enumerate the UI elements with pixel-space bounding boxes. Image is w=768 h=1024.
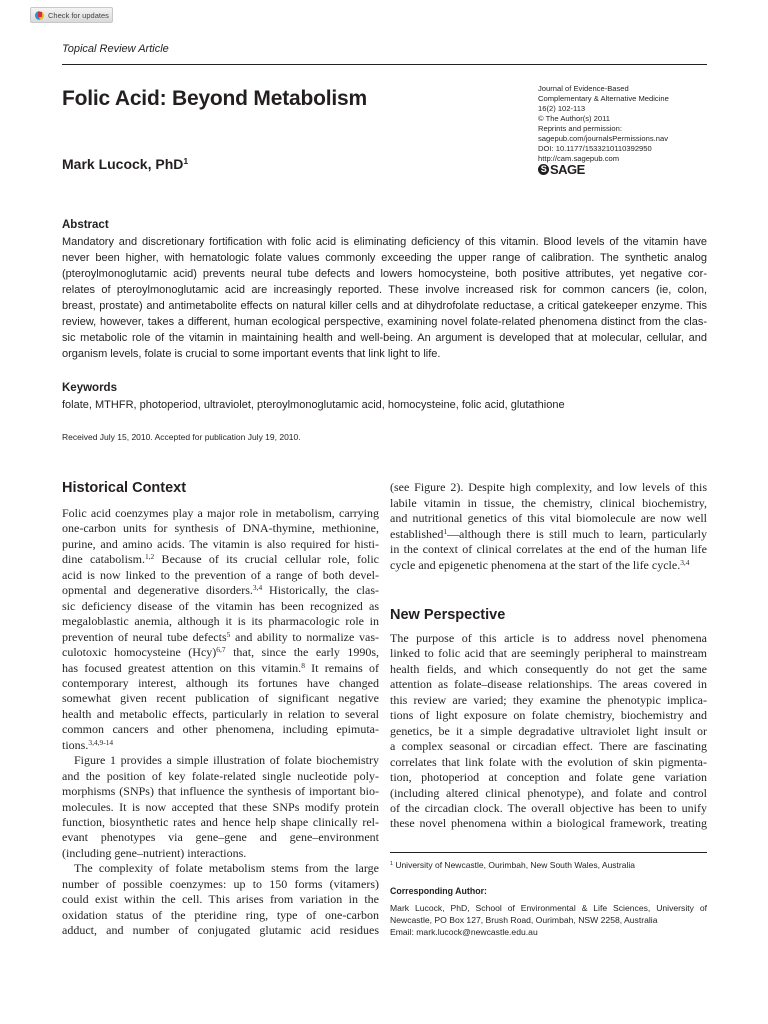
text-line-content [62, 769, 379, 783]
text-run: that, since the early 1990s, [225, 645, 379, 660]
abstract-line [62, 299, 707, 313]
text-line-content [390, 708, 707, 722]
text-run: The purpose of this article is to address novel phenomena [390, 631, 707, 645]
keywords-heading: Keywords [62, 382, 117, 394]
body-text-line [390, 511, 707, 525]
body-text-line [62, 707, 379, 721]
text-line-content [390, 677, 707, 691]
text-line-content [62, 661, 379, 675]
text-line-content [390, 558, 690, 572]
text-run: sagepub.com/journalsPermissions.nav [538, 134, 669, 143]
affiliation-footnote [390, 860, 635, 870]
text-run: breast, prostate) and antimetabolite effects on natural killer cells and at dihydrofolate reductase, a critical gatekeeper enzyme. This [62, 300, 707, 312]
text-run: Figure 1 provides a simple illustration of folate biochemistry [74, 753, 379, 768]
text-run: (see Figure 2). Despite high complexity, and low levels of this [390, 480, 707, 494]
text-line-content [62, 676, 379, 690]
body-text-line [62, 830, 379, 844]
body-text-line [390, 677, 707, 691]
text-run: and ability to normalize vas- [230, 629, 379, 644]
body-text-line [390, 527, 707, 541]
text-line-content [390, 770, 707, 784]
article-title: Folic Acid: Beyond Metabolism [62, 87, 367, 110]
text-line-content [390, 755, 707, 769]
body-text-line [390, 662, 707, 676]
body-text-line [62, 784, 379, 798]
text-line-content [62, 398, 565, 412]
text-run: tions. [62, 737, 89, 752]
citation-superscript: 3,4,9-14 [88, 737, 114, 747]
text-run: oxidation status of the pteridine ring, type of one-carbon [62, 907, 379, 922]
body-text-line [62, 769, 379, 783]
body-text-line [62, 521, 379, 535]
citation-superscript: 5 [226, 629, 231, 639]
text-run: Complementary & Alternative Medicine [538, 94, 669, 103]
body-text-line [62, 676, 379, 690]
text-run: sic metabolic role of the vitamin in maintaining health and well-being. An argument is developed that at molecular, cellular, and [62, 332, 707, 344]
text-run: folate, MTHFR, photoperiod, ultraviolet, pteroylmonoglutamic acid, homocysteine, folic acid, glutathione [62, 399, 565, 411]
text-run: (including gene–nutrient) interactions. [62, 845, 247, 860]
abstract-line [62, 235, 707, 249]
corresponding-author-line [390, 925, 707, 939]
text-run: common cancers and other phenomena, including epimuta- [62, 722, 379, 737]
text-line-content [62, 877, 379, 891]
citation-superscript: 3,4 [680, 557, 690, 567]
text-run: health fields, and which consequently do not get the same [390, 661, 707, 676]
abstract-line [62, 331, 707, 345]
text-line-content [390, 631, 707, 645]
body-text-line [62, 923, 379, 937]
header-rule [62, 64, 707, 65]
text-run: Folic acid coenzymes play a major role in metabolism, carrying [62, 506, 379, 520]
text-run: megaloblastic anemia, although it is its pharmacologic role in [62, 614, 379, 629]
body-text-line [390, 542, 707, 556]
text-run: contemporary interest, although its fortunes have changed [62, 675, 379, 690]
text-line-content [390, 925, 538, 939]
text-run: © The Author(s) 2011 [538, 114, 611, 123]
text-run: attention as folate–disease relationships. The areas covered in [390, 677, 707, 692]
text-line-content [62, 738, 113, 752]
text-line-content [62, 251, 707, 265]
text-line-content [390, 527, 707, 541]
text-line-content [62, 923, 379, 937]
text-line-content [62, 815, 379, 829]
author-name-text: Mark Lucock, PhD [62, 156, 184, 172]
text-line-content [62, 599, 379, 613]
text-run: dine catabolism. [62, 552, 145, 567]
text-line-content [62, 267, 707, 281]
text-run: Journal of Evidence-Based [538, 84, 629, 93]
body-text-line [62, 846, 379, 860]
text-line-content [62, 614, 379, 628]
abstract-line [62, 347, 707, 361]
text-run: Newcastle, PO Box 127, Brush Road, Ourimbah, NSW 2258, Australia [390, 915, 658, 925]
body-text-line [62, 691, 379, 705]
text-line-content [62, 707, 379, 721]
body-text-line [390, 646, 707, 660]
text-line-content [390, 693, 707, 707]
body-text-line [390, 496, 707, 510]
text-line-content [62, 552, 379, 566]
text-run: Reprints and permission: [538, 124, 622, 133]
author-affiliation-sup: 1 [183, 156, 189, 167]
text-run: never been higher, with hematologic folate values commonly exceeding the upper range of calibration. The synthetic analog [62, 252, 707, 264]
text-line-content [390, 542, 707, 556]
text-run: health and metabolic effects, particularly in relation to several [62, 706, 379, 721]
section-heading-historical-context: Historical Context [62, 480, 187, 496]
text-run: established [390, 526, 444, 541]
body-text-line [62, 738, 379, 752]
affiliation-footnote-text: University of Newcastle, Ourimbah, New South Wales, Australia [395, 860, 635, 870]
body-text-line [62, 892, 379, 906]
text-run: Email: mark.lucock@newcastle.edu.au [390, 927, 538, 937]
body-text-line [390, 708, 707, 722]
body-text-line [62, 908, 379, 922]
text-line-content [62, 331, 707, 345]
text-line-content [62, 583, 379, 597]
text-line-content [62, 846, 246, 860]
text-run: relates of pteroylmonoglutamic acid are increasingly reported. These involve increased risk for common cancers (ie, colon, [62, 284, 707, 296]
text-run: DOI: 10.1177/1533210110392950 [538, 144, 652, 153]
text-run: morphisms (SNPs) that influence the synthesis of important bio- [62, 784, 379, 799]
text-line-content [62, 568, 379, 582]
article-type: Topical Review Article [62, 43, 169, 55]
text-run: molecules. It is now accepted that these SNPs modify protein [62, 799, 379, 814]
text-line-content [62, 315, 707, 329]
body-text-line [62, 537, 379, 551]
text-run: acid is now linked to the prevention of a range of both devel- [62, 567, 379, 582]
body-text-line [62, 815, 379, 829]
body-text-line [390, 786, 707, 800]
text-line-content [74, 861, 379, 875]
body-text-line [390, 770, 707, 784]
text-run: correlates that link folate with the evolution of skin pigmenta- [390, 754, 707, 769]
body-text-line [62, 568, 379, 582]
abstract-heading: Abstract [62, 219, 109, 231]
text-run: one-carbon units for synthesis of DNA-thymine, methionine, [62, 521, 379, 536]
text-run: organism levels, folate is crucial to some important events that link light to life. [62, 348, 441, 360]
text-line-content [390, 646, 707, 660]
text-line-content [62, 430, 301, 444]
text-line-content [62, 800, 379, 814]
text-line-content [62, 784, 379, 798]
text-line-content [62, 830, 379, 844]
body-text-line [390, 724, 707, 738]
text-line-content [390, 511, 707, 525]
body-text-line [390, 480, 707, 494]
text-line-content [62, 630, 379, 644]
body-text-line [390, 816, 707, 830]
abstract-line [62, 267, 707, 281]
keywords-line [62, 398, 707, 412]
text-line-content [62, 299, 707, 313]
text-run: cycle and epigenetic phenomena at the start of the life cycle. [390, 557, 681, 572]
body-text-line [62, 661, 379, 675]
text-line-content [62, 537, 379, 551]
text-line-content [62, 347, 440, 361]
text-line-content [390, 816, 707, 830]
text-run: purine, and amino acids. The vitamin is also required for histi- [62, 536, 379, 551]
text-line-content [390, 739, 707, 753]
footnote-rule [390, 852, 707, 853]
text-line-content [62, 645, 379, 659]
text-run: these novel phenomena within a biological framework, treating [390, 816, 707, 831]
text-line-content [62, 908, 379, 922]
body-text-line [390, 755, 707, 769]
text-line-content [62, 691, 379, 705]
text-line-content [390, 480, 707, 494]
citation-superscript: 8 [301, 660, 305, 670]
text-line-content [62, 506, 379, 520]
body-text-line [390, 739, 707, 753]
text-run: function, biosynthetic rates and hence help shape clinically rel- [62, 815, 379, 829]
text-run: tions of light exposure on folate chemistry, biochemistry and [390, 708, 707, 723]
text-run: sic deficiency disease of the vitamin has been recognized as [62, 598, 379, 613]
sage-s-icon: S [538, 164, 549, 175]
text-run: —although there is still much to learn, particularly [447, 526, 707, 541]
text-line-content [62, 722, 379, 736]
body-text-line [62, 800, 379, 814]
body-text-line [62, 722, 379, 736]
text-run: prevention of neural tube defects [62, 629, 227, 644]
text-run: Received July 15, 2010. Accepted for publication July 19, 2010. [62, 432, 301, 442]
check-for-updates-button[interactable] [30, 7, 113, 23]
text-run: (including altered clinical phenotype), and folate and control [390, 785, 707, 800]
text-run: 16(2) 102-113 [538, 104, 586, 113]
crossmark-icon [35, 11, 44, 20]
citation-superscript: 1,2 [144, 552, 155, 562]
text-line-content [62, 521, 379, 535]
sage-logo [538, 162, 585, 177]
text-run: evant phenotypes via gene–gene and gene–environment [62, 830, 379, 845]
text-run: review, however, takes a different, human ecological perspective, examining novel folate-related phenomena distinct from the clas- [62, 316, 707, 328]
text-run: tion, photoperiod at conception and folate gene variation [390, 770, 707, 785]
text-line-content [390, 724, 707, 738]
abstract-line [62, 315, 707, 329]
text-run: culotoxic homocysteine (Hcy) [62, 645, 217, 660]
text-run: and the position of key folate-related single nucleotide poly- [62, 768, 379, 783]
text-run: could exist within the cell. This arises from variation in the [62, 892, 379, 907]
body-text-line [62, 753, 379, 767]
body-text-line [390, 693, 707, 707]
text-run: number of possible coenzymes: up to 150 forms (vitamers) [62, 876, 379, 891]
text-run: genetics, be it a simple degradative ultraviolet light insult or [390, 723, 707, 738]
text-line-content [62, 892, 379, 906]
abstract-line [62, 283, 707, 297]
text-run: The complexity of folate metabolism stems from the large [74, 861, 379, 876]
citation-superscript: 3,4 [252, 583, 263, 593]
text-run: Because of its crucial cellular role, folic [154, 552, 379, 567]
text-run: adduct, and number of conjugated glutamic acid residues [62, 923, 379, 938]
body-text-line [390, 631, 707, 645]
text-line-content [62, 235, 707, 249]
corresponding-author-heading: Corresponding Author: [390, 886, 487, 896]
check-for-updates-label: Check for updates [48, 10, 109, 20]
text-line-content [390, 786, 707, 800]
text-line-content [74, 753, 379, 767]
body-text-line [62, 645, 379, 659]
text-line-content [390, 801, 707, 815]
text-run: in the context of clinical correlates at the end of the human life [390, 542, 707, 556]
text-run: It remains of [304, 660, 379, 675]
text-run: of the circadian clock. The overall objective has been to unify [390, 800, 707, 815]
body-text-line [62, 877, 379, 891]
text-run: linked to folic acid that are seemingly peripheral to mainstream [390, 646, 707, 661]
text-line-content [390, 496, 707, 510]
text-run: Mandatory and discretionary fortification with folic acid is eliminating deficiency of this vitamin. Blood levels of the vitamin have [62, 236, 707, 248]
body-text-line [62, 506, 379, 520]
text-run: and nutritional genetics of this vital biomolecule are now well [390, 511, 707, 525]
text-run: somewhat given recent publication of significant negative [62, 691, 379, 706]
body-text-line [62, 583, 379, 597]
text-run: has focused greatest attention on this vitamin. [62, 660, 302, 675]
author-name [62, 156, 188, 172]
body-text-line [62, 552, 379, 566]
received-line [62, 430, 462, 444]
body-text-line [390, 801, 707, 815]
citation-superscript: 1 [443, 526, 448, 536]
text-line-content [390, 662, 707, 676]
text-run: labile vitamin in tissue, the chemistry, clinical biochemistry, [390, 495, 707, 510]
text-run: this review are varied; they examine the phenotypic implica- [390, 692, 707, 707]
section-heading-new-perspective: New Perspective [390, 607, 506, 623]
body-text-line [62, 614, 379, 628]
body-text-line [62, 861, 379, 875]
text-run: a complex seasonal or circadian effect. There are fascinating [390, 739, 707, 754]
sage-logo-text: SAGE [550, 162, 585, 177]
text-run: http://cam.sagepub.com [538, 154, 620, 163]
body-text-line [62, 599, 379, 613]
text-run: opmental and degenerative disorders. [62, 583, 253, 598]
text-run: Mark Lucock, PhD, School of Environmental & Life Sciences, University of [390, 903, 707, 913]
text-run: (pteroylmonoglutamic acid) prevents neural tube defects and lowers homocysteine, both positive attributes, yet negative cor- [62, 268, 707, 280]
abstract-line [62, 251, 707, 265]
affiliation-footnote-sup: 1 [390, 861, 393, 868]
body-text-line [390, 558, 707, 572]
text-run: Historically, the clas- [262, 583, 379, 598]
body-text-line [62, 630, 379, 644]
citation-superscript: 6,7 [216, 644, 226, 654]
text-line-content [62, 283, 707, 297]
